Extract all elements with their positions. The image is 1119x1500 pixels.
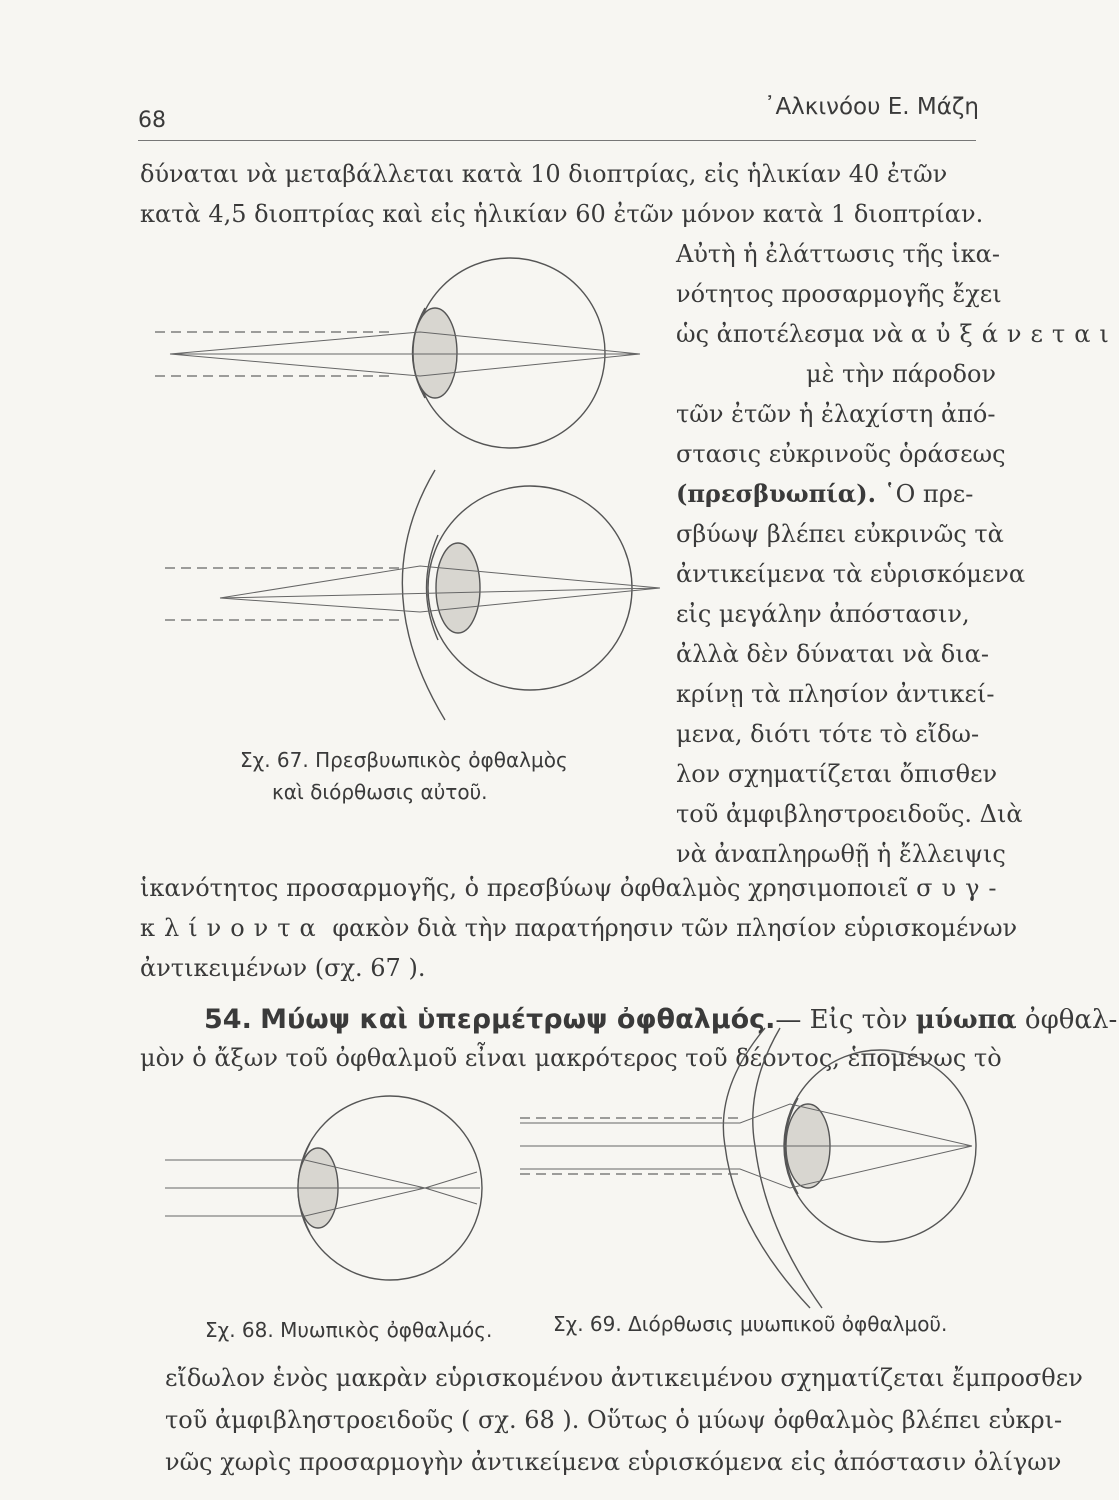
body-line: νῶς χωρὶς προσαρμογὴν ἀντικείμενα εὑρισκόμενα εἰς ἀπόστασιν ὀλίγων: [165, 1448, 1062, 1476]
body-line: εἴδωλον ἑνὸς μακρὰν εὑρισκομένου ἀντικειμένου σχηματίζεται ἔμπροσθεν: [165, 1364, 1083, 1392]
section-lead-text: Εἰς τὸν: [809, 1005, 908, 1035]
figure-67-eye-top: [150, 248, 670, 478]
body-line: μὲ τὴν πάροδον: [806, 360, 997, 388]
body-line: τοῦ ἀμφιβληστροειδοῦς ( σχ. 68 ). Οὕτως ὁ μύωψ ὀφθαλμὸς βλέπει εὐκρι-: [165, 1406, 1063, 1434]
spaced-emphasis: αὐξάνεται: [910, 320, 1118, 348]
body-line: κρίνῃ τὰ πλησίον ἀντικεί-: [676, 680, 995, 708]
body-line: ἀλλὰ δὲν δύναται νὰ δια-: [676, 640, 989, 668]
body-line: ἀντικειμένων (σχ. 67 ).: [140, 954, 426, 982]
figure-69-corrected-myopic-eye: [510, 1028, 990, 1308]
body-text: ὡς ἀποτέλεσμα νὰ: [676, 320, 904, 348]
body-line: νότητος προσαρμογῆς ἔχει: [676, 280, 1002, 308]
spaced-emphasis: συγ-: [916, 874, 1006, 902]
page-number: 68: [138, 108, 166, 133]
crystalline-lens: [436, 543, 480, 633]
body-line: [140, 876, 1006, 900]
body-line: κατὰ 4,5 διοπτρίας καὶ εἰς ἡλικίαν 60 ἐτῶν μόνον κατὰ 1 διοπτρίαν.: [140, 200, 984, 228]
section-number: 54.: [204, 1004, 252, 1035]
body-line: λον σχηματίζεται ὄπισθεν: [676, 760, 998, 788]
body-line: [676, 322, 1118, 346]
body-line: νὰ ἀναπληρωθῇ ἡ ἔλλειψις: [676, 840, 1006, 868]
light-ray: [520, 1146, 972, 1188]
figure-67-eye-corrected: [160, 470, 680, 720]
light-ray: [170, 332, 640, 354]
body-text: ῾Ο πρε-: [883, 480, 974, 508]
light-ray: [170, 354, 640, 376]
body-line: ἀντικείμενα τὰ εὑρισκόμενα: [676, 560, 1026, 588]
section-dash: —: [775, 1005, 802, 1035]
figure-68-myopic-eye: [165, 1088, 545, 1298]
term-presbyopia: (πρεσβυωπία).: [676, 479, 876, 508]
body-line: τῶν ἐτῶν ἡ ἐλαχίστη ἀπό-: [676, 400, 996, 428]
term-myope: μύωπα: [915, 1005, 1017, 1035]
running-header-author: ᾿Αλκινόου Ε. Μάζη: [763, 94, 979, 120]
body-line: Αὐτὴ ἡ ἐλάττωσις τῆς ἱκα-: [676, 240, 1000, 268]
body-line: σβύωψ βλέπει εὐκρινῶς τὰ: [676, 520, 1004, 548]
body-line: δύναται νὰ μεταβάλλεται κατὰ 10 διοπτρίας, εἰς ἡλικίαν 40 ἐτῶν: [140, 160, 948, 188]
body-text: ἱκανότητος προσαρμογῆς, ὁ πρεσβύωψ ὀφθαλμὸς χρησιμοποιεῖ: [140, 874, 909, 902]
figure-67-caption-line1: Σχ. 67. Πρεσβυωπικὸς ὀφθαλμὸς: [240, 748, 568, 772]
body-text: φακὸν διὰ τὴν παρατήρησιν τῶν πλησίον εὑρισκομένων: [332, 914, 1018, 942]
body-line: [676, 479, 974, 508]
spaced-emphasis: κλίνοντα: [140, 914, 325, 942]
light-ray: [520, 1104, 972, 1146]
section-title: Μύωψ καὶ ὑπερμέτρωψ ὀφθαλμός.: [260, 1004, 776, 1035]
header-rule: [138, 140, 976, 141]
section-lead-rest: ὀφθαλ-: [1024, 1005, 1118, 1035]
body-line: μὸν ὁ ἄξων τοῦ ὀφθαλμοῦ εἶναι μακρότερος τοῦ δέοντος, ἑπομένως τὸ: [140, 1044, 1002, 1072]
crystalline-lens: [413, 308, 457, 398]
body-line: [140, 916, 1017, 940]
body-line: μενα, διότι τότε τὸ εἴδω-: [676, 720, 980, 748]
body-line: εἰς μεγάλην ἀπόστασιν,: [676, 600, 970, 628]
figure-69-caption: Σχ. 69. Διόρθωσις μυωπικοῦ ὀφθαλμοῦ.: [553, 1312, 948, 1336]
body-line: στασις εὐκρινοῦς ὁράσεως: [676, 440, 1006, 468]
figure-68-caption: Σχ. 68. Μυωπικὸς ὀφθαλμός.: [205, 1318, 493, 1342]
body-line: τοῦ ἀμφιβληστροειδοῦς. Διὰ: [676, 800, 1023, 828]
figure-67-caption-line2: καὶ διόρθωσις αὐτοῦ.: [272, 780, 488, 804]
